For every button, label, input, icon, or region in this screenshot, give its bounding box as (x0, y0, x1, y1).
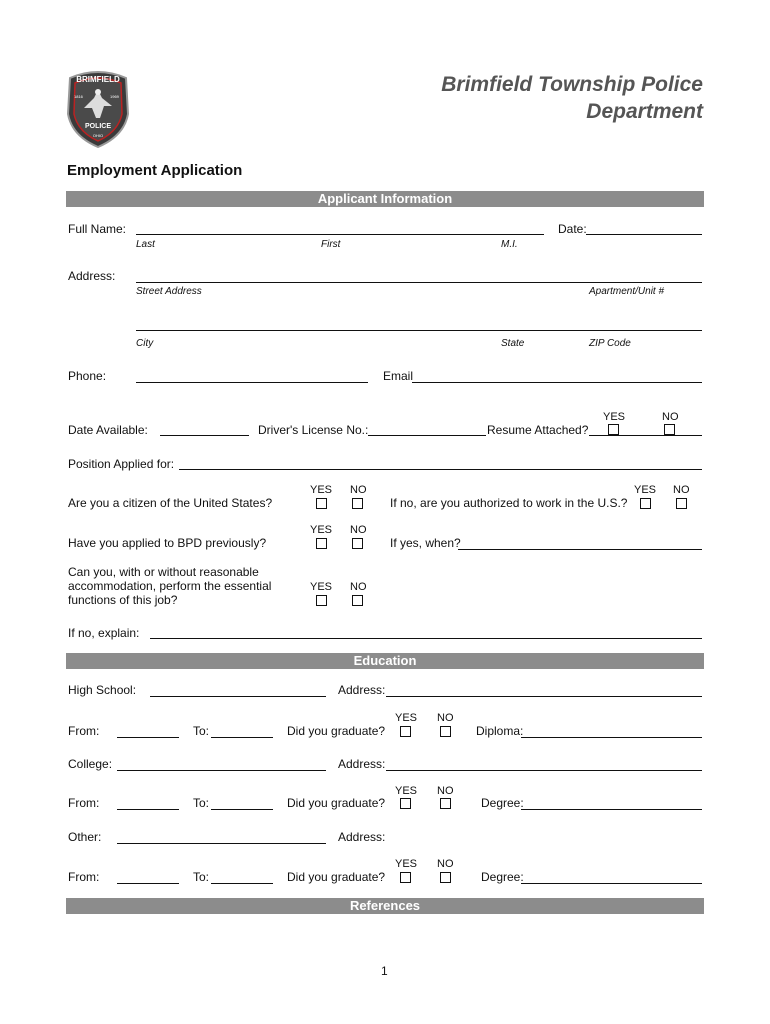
hs-to-label: To: (193, 724, 210, 738)
other-graduate-no-label: NO (437, 858, 454, 870)
diploma-label: Diploma: (476, 724, 524, 738)
city-state-zip-field[interactable] (136, 330, 702, 331)
hs-address-field[interactable] (386, 696, 702, 697)
hs-graduate-no-checkbox[interactable] (440, 726, 451, 737)
other-graduate-yes-label: YES (395, 858, 418, 870)
accommodation-question-3: functions of this job? (68, 593, 178, 607)
license-field[interactable] (368, 435, 486, 436)
citizen-no-checkbox[interactable] (352, 498, 363, 509)
other-degree-label: Degree: (481, 870, 524, 884)
hs-graduate-yes-label: YES (395, 712, 418, 724)
authorized-no-checkbox[interactable] (676, 498, 687, 509)
date-field[interactable] (586, 234, 702, 235)
hs-to-field[interactable] (211, 737, 273, 738)
page-title-line2: Department (586, 100, 703, 123)
resume-no-label: NO (662, 411, 679, 423)
citizen-no-label: NO (350, 484, 367, 496)
if-no-explain-label: If no, explain: (68, 626, 140, 640)
logo-base-text: OHIO (92, 133, 104, 138)
authorized-yes-label: YES (634, 484, 657, 496)
resume-label: Resume Attached? (487, 423, 589, 437)
other-graduate-no-checkbox[interactable] (440, 872, 451, 883)
applied-no-checkbox[interactable] (352, 538, 363, 549)
other-to-field[interactable] (211, 883, 273, 884)
email-label: Email (383, 369, 414, 383)
resume-yes-label: YES (603, 411, 626, 423)
hs-graduate-no-label: NO (437, 712, 454, 724)
other-label: Other: (68, 830, 102, 844)
accommodation-no-checkbox[interactable] (352, 595, 363, 606)
logo-year-right: 1969 (110, 94, 119, 99)
logo-year-left: 1816 (74, 94, 83, 99)
street-hint: Street Address (136, 286, 202, 297)
high-school-label: High School: (68, 683, 137, 697)
city-hint: City (136, 338, 154, 349)
college-degree-label: Degree: (481, 796, 524, 810)
state-hint: State (501, 338, 525, 349)
citizen-yes-checkbox[interactable] (316, 498, 327, 509)
phone-field[interactable] (136, 382, 368, 383)
hs-graduate-yes-checkbox[interactable] (400, 726, 411, 737)
email-field[interactable] (412, 382, 702, 383)
section-bar-applicant: Applicant Information (66, 191, 704, 207)
college-graduate-yes-label: YES (395, 785, 418, 797)
street-address-field[interactable] (136, 282, 702, 283)
form-title: Employment Application (67, 162, 243, 179)
college-graduate-no-label: NO (437, 785, 454, 797)
last-hint: Last (136, 239, 155, 250)
authorized-question: If no, are you authorized to work in the U.S.? (390, 496, 628, 510)
if-no-explain-field[interactable] (150, 638, 702, 639)
hs-from-label: From: (68, 724, 100, 738)
other-graduate-yes-checkbox[interactable] (400, 872, 411, 883)
section-bar-education: Education (66, 653, 704, 669)
college-address-field[interactable] (386, 770, 702, 771)
authorized-yes-checkbox[interactable] (640, 498, 651, 509)
college-address-label: Address: (338, 757, 386, 771)
hs-from-field[interactable] (117, 737, 179, 738)
accommodation-no-label: NO (350, 581, 367, 593)
logo-bottom-text: POLICE (84, 123, 112, 130)
diploma-field[interactable] (521, 737, 702, 738)
authorized-no-label: NO (673, 484, 690, 496)
date-label: Date: (558, 222, 587, 236)
apt-hint: Apartment/Unit # (589, 286, 665, 297)
college-graduate-no-checkbox[interactable] (440, 798, 451, 809)
mi-hint: M.I. (501, 239, 518, 250)
accommodation-yes-checkbox[interactable] (316, 595, 327, 606)
section-bar-references: References (66, 898, 704, 914)
zip-hint: ZIP Code (589, 338, 631, 349)
other-from-label: From: (68, 870, 100, 884)
accommodation-yes-label: YES (310, 581, 333, 593)
page-title-line1: Brimfield Township Police (441, 73, 703, 96)
college-from-field[interactable] (117, 809, 179, 810)
logo-top-text: BRIMFIELD (76, 75, 120, 84)
college-graduate-yes-checkbox[interactable] (400, 798, 411, 809)
college-graduate-question: Did you graduate? (287, 796, 386, 810)
other-field[interactable] (117, 843, 326, 844)
resume-underline (589, 435, 702, 436)
citizen-question: Are you a citizen of the United States? (68, 496, 273, 510)
address-label: Address: (68, 269, 116, 283)
hs-address-label: Address: (338, 683, 386, 697)
date-available-field[interactable] (160, 435, 249, 436)
applied-question: Have you applied to BPD previously? (68, 536, 267, 550)
if-yes-when-field[interactable] (458, 549, 702, 550)
full-name-label: Full Name: (68, 222, 127, 236)
applied-yes-checkbox[interactable] (316, 538, 327, 549)
accommodation-question-1: Can you, with or without reasonable (68, 565, 259, 579)
first-hint: First (321, 239, 341, 250)
other-from-field[interactable] (117, 883, 179, 884)
page-number: 1 (381, 964, 388, 978)
high-school-field[interactable] (150, 696, 326, 697)
if-yes-when-label: If yes, when? (390, 536, 461, 550)
college-to-field[interactable] (211, 809, 273, 810)
police-badge-logo (66, 70, 130, 148)
other-degree-field[interactable] (521, 883, 702, 884)
license-label: Driver's License No.: (258, 423, 369, 437)
position-label: Position Applied for: (68, 457, 175, 471)
other-to-label: To: (193, 870, 210, 884)
other-address-label: Address: (338, 830, 386, 844)
college-degree-field[interactable] (521, 809, 702, 810)
full-name-field[interactable] (136, 234, 544, 235)
college-from-label: From: (68, 796, 100, 810)
accommodation-question-2: accommodation, perform the essential (68, 579, 272, 593)
position-field[interactable] (179, 469, 702, 470)
resume-no-checkbox[interactable] (664, 424, 675, 435)
date-available-label: Date Available: (68, 423, 148, 437)
citizen-yes-label: YES (310, 484, 333, 496)
applied-yes-label: YES (310, 524, 333, 536)
phone-label: Phone: (68, 369, 107, 383)
college-field[interactable] (117, 770, 326, 771)
college-label: College: (68, 757, 113, 771)
college-to-label: To: (193, 796, 210, 810)
hs-graduate-question: Did you graduate? (287, 724, 386, 738)
other-graduate-question: Did you graduate? (287, 870, 386, 884)
resume-yes-checkbox[interactable] (608, 424, 619, 435)
applied-no-label: NO (350, 524, 367, 536)
